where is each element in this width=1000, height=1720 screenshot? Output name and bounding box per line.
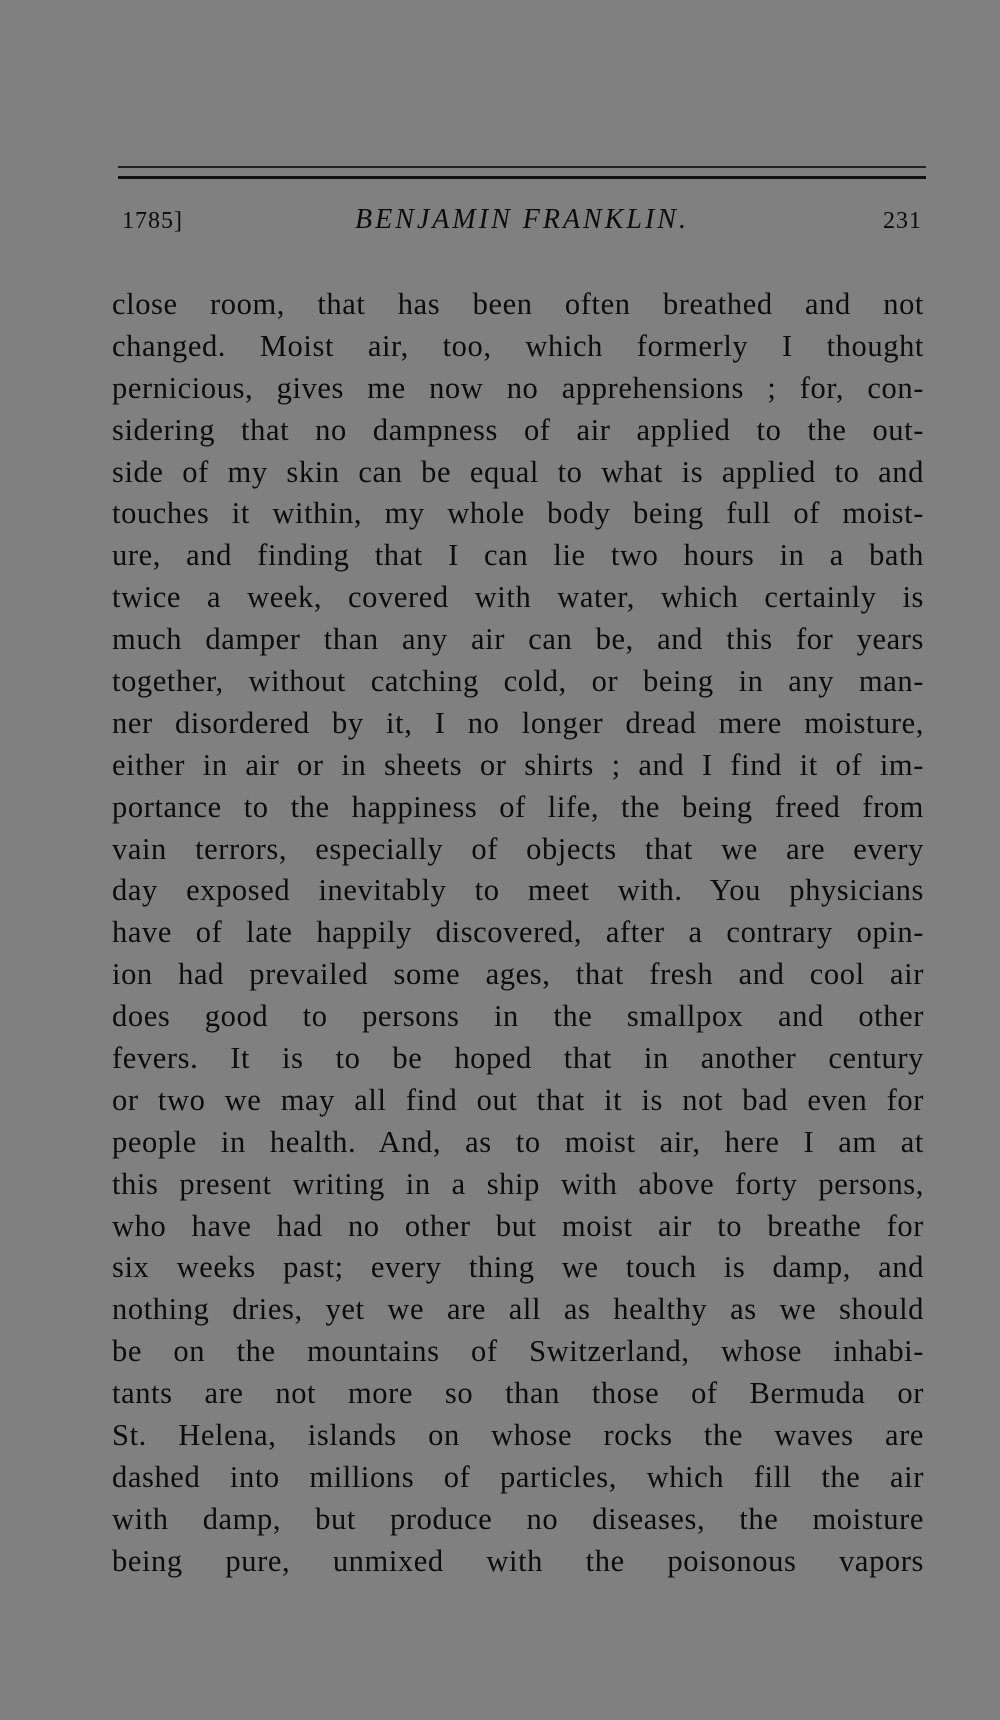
text-line: pernicious, gives me now no apprehensions ; for, con- (112, 370, 924, 405)
text-line: with damp, but produce no diseases, the moisture (112, 1501, 924, 1536)
text-line: changed. Moist air, too, which formerly I thought (112, 328, 924, 363)
text-line: or two we may all find out that it is not bad even for (112, 1082, 924, 1117)
text-line: being pure, unmixed with the poisonous vapors (112, 1543, 924, 1578)
text-line: have of late happily discovered, after a contrary opin- (112, 915, 924, 950)
text-line: close room, that has been often breathed and not (112, 287, 924, 321)
text-line: ion had prevailed some ages, that fresh and cool air (112, 957, 924, 992)
text-line: portance to the happiness of life, the being freed from (112, 789, 924, 824)
text-line: twice a week, covered with water, which certainly is (112, 580, 924, 615)
text-line: either in air or in sheets or shirts ; and I find it of im- (112, 747, 924, 782)
text-line: people in health. And, as to moist air, here I am at (112, 1124, 924, 1159)
text-line: does good to persons in the smallpox and other (112, 999, 924, 1034)
text-line: day exposed inevitably to meet with. You physicians (112, 873, 924, 908)
text-line: tants are not more so than those of Bermuda or (112, 1376, 924, 1411)
text-line: six weeks past; every thing we touch is damp, and (112, 1250, 924, 1285)
text-line: vain terrors, especially of objects that we are every (112, 831, 924, 866)
text-line: touches it within, my whole body being full of moist- (112, 496, 924, 531)
page-number: 231 (883, 208, 922, 234)
text-line: ner disordered by it, I no longer dread mere moisture, (112, 705, 924, 740)
text-line: dashed into millions of particles, which fill the air (112, 1459, 924, 1494)
running-head (118, 204, 926, 244)
text-line: nothing dries, yet we are all as healthy as we should (112, 1292, 924, 1327)
running-head-title: BENJAMIN FRANKLIN. (355, 204, 689, 235)
text-line: fevers. It is to be hoped that in another century (112, 1041, 924, 1076)
body-text (112, 284, 924, 1583)
running-head-year: 1785] (122, 208, 183, 234)
text-line: this present writing in a ship with above forty persons, (112, 1166, 924, 1201)
text-line: much damper than any air can be, and this for years (112, 622, 924, 657)
text-line: sidering that no dampness of air applied to the out- (112, 412, 924, 447)
text-line: be on the mountains of Switzerland, whose inhabi- (112, 1334, 924, 1369)
text-line: together, without catching cold, or being in any man- (112, 664, 924, 699)
header-rule-thin (118, 166, 926, 168)
header-rule-thick (118, 176, 926, 179)
text-line: who have had no other but moist air to breathe for (112, 1208, 924, 1243)
text-line: side of my skin can be equal to what is applied to and (112, 454, 924, 489)
text-line: St. Helena, islands on whose rocks the waves are (112, 1418, 924, 1453)
text-line: ure, and finding that I can lie two hours in a bath (112, 538, 924, 573)
